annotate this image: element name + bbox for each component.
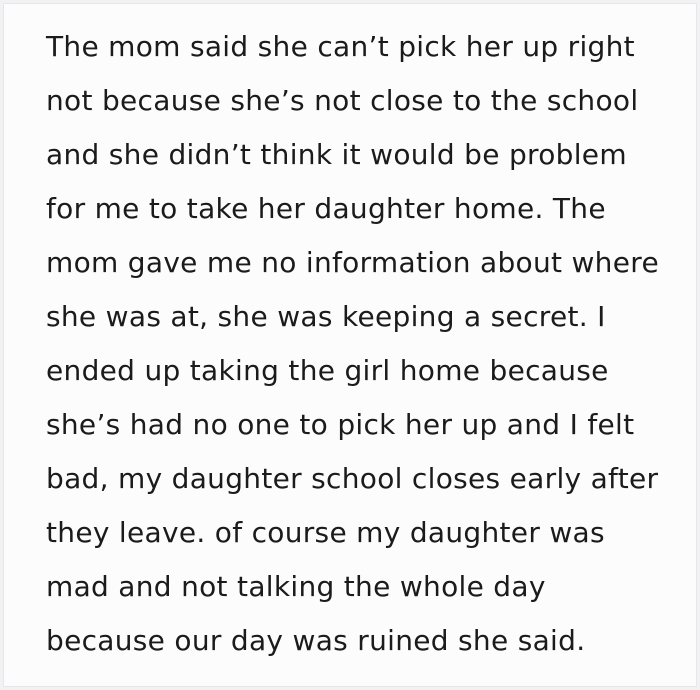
text-post-card (3, 3, 697, 687)
quote-line: mom gave me no information about where (46, 246, 659, 279)
quote-line: because our day was ruined she said. (46, 624, 586, 657)
quote-line: not because she’s not close to the school (46, 84, 639, 117)
quote-line: mad and not talking the whole day (46, 570, 546, 603)
quote-line: The mom said she can’t pick her up right (46, 30, 635, 63)
quote-line: and she didn’t think it would be problem (46, 138, 627, 171)
quote-line: she’s had no one to pick her up and I felt (46, 408, 635, 441)
quote-line: they leave. of course my daughter was (46, 516, 605, 549)
quote-line: for me to take her daughter home. The (46, 192, 606, 225)
quote-line: ended up taking the girl home because (46, 354, 609, 387)
quote-line: bad, my daughter school closes early after (46, 462, 659, 495)
quote-line: she was at, she was keeping a secret. I (46, 300, 606, 333)
